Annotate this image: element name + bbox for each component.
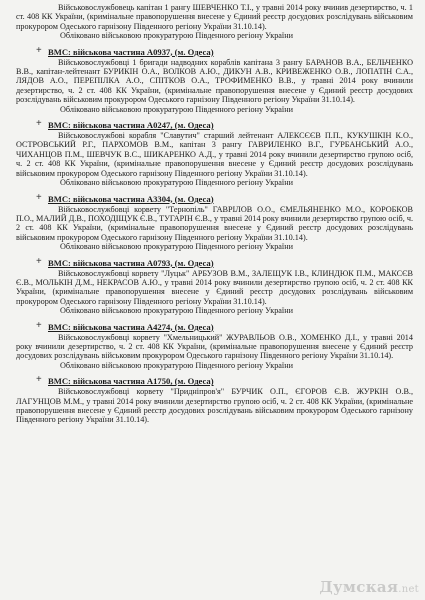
entry-a4274 (16, 319, 413, 371)
plus-marker-icon: + (36, 191, 42, 203)
entry-text: Військовослужбовці 1 бригади надводних кораблів капітана 3 рангу БАРАНОВ В.А., БЕЛЬЧЕНКО В.В., капітан-лейтенант БУРИКІН О.А., ВОЛКОВ А.Ю., ДИКУН А.В., КРИВЕЖЕНКО О.В., ЛОПАТІН С.А., ЛЯДОВ А.О., ПЕРЕПІЛКА А.О., СПІТКОВ О.А., ТРОФИМЕНКО В.В., у травні 2014 року вчинили дезертирство, ч. 2 ст. 408 КК України, (кримінальне правопорушення внесене у Єдиний реєстр досудових розслідувань військовим прокурором Одеського гарнізону Південного регіону України 31.10.14). (16, 57, 413, 105)
entry-conclusion: Обліковано військовою прокуратурою Південного регіону України (60, 360, 293, 370)
entry-a0937 (16, 44, 413, 114)
entry-conclusion: Обліковано військовою прокуратурою Південного регіону України (60, 306, 293, 316)
entry-heading: ВМС: військова частина А0793, (м. Одеса) (48, 257, 214, 268)
plus-marker-icon: + (36, 255, 42, 267)
entry-conclusion: Обліковано військовою прокуратурою Південного регіону України (60, 242, 293, 252)
entry-a0793 (16, 255, 413, 316)
entry-conclusion: Обліковано військовою прокуратурою Південного регіону України (60, 178, 293, 188)
entry-text: Військовослужбовці корвету "Придніпров'я" БУРЧИК О.П., ЄГОРОВ Є.В. ЖУРКІН О.В., ЛАГУНЦОВ М.М., у травні 2014 року вчинили дезертирство групою осіб, ч. 2 ст. 408 КК України, (кримінальне правопорушення внесене у Єдиний реєстр досудових розслідувань військовим прокурором Одеського гарнізону Південного регіону України 31.10.14). (16, 387, 413, 425)
plus-marker-icon: + (36, 44, 42, 56)
entry-heading: ВМС: військова частина А4274, (м. Одеса) (48, 321, 214, 332)
entry-heading: ВМС: військова частина А1750, (м. Одеса) (48, 376, 214, 387)
entry-text: Військовослужбовці корвету "Луцьк" АРБУЗОВ В.М., ЗАЛЕЩУК І.В., КЛИНДЮК П.М., МАКСЄВ Є.В., МОЛЬКІН Д.М., НЕКРАСОВ А.Ю., у травні 2014 року вчинили дезертирство групою осіб, ч. 2 ст. 408 КК України, (кримінальне правопорушення внесене у Єдиний реєстр досудових розслідувань військовим прокурором Одеського гарнізону Південного регіону України 31.10.14). (16, 268, 413, 306)
plus-marker-icon: + (36, 374, 42, 386)
entry-a3304 (16, 191, 413, 252)
plus-marker-icon: + (36, 118, 42, 130)
entry-heading: ВМС: військова частина А0937, (м. Одеса) (48, 46, 214, 57)
plus-marker-icon: + (36, 319, 42, 331)
entry-text: Військовослужбові корабля "Славутич" старший лейтенант АЛЕКСЄЄВ П.П., КУКУШКІН К.О., ОСТРОВСЬКИЙ Р.Г., ПАРХОМОВ В.М., капітан 3 рангу ГАВРИЛЕНКО В.Г., ГУРБАНСЬКИЙ А.О., ЧИХАНЦОВ П.М., ШЕВЧУК В.С., ШИКАРЕНКО А.Д., у травні 2014 року вчинили дезертирство групою осіб, ч. 2 ст. 408 КК України, (кримінальне правопорушення внесене у Єдиний реєстр досудових розслідувань військовим прокурором Одеського гарнізону Південного регіону України 31.10.14). (16, 131, 413, 178)
entry-heading: ВМС: військова частина А3304, (м. Одеса) (48, 193, 214, 204)
entry-text: Військовослужбовці корвету "Тернопіль" ГАВРІЛОВ О.О., ЄМЕЛЬЯНЕНКО М.О., КОРОБКОВ П.О., МАЛИЙ Д.В., ПОХОДІЩУК Є.В., ТУГАРІН Є.В., у травні 2014 року вчинили дезертирство групою осіб, ч. 2 ст. 408 КК України, (кримінальне правопорушення внесене у Єдиний реєстр досудових розслідувань військовим прокурором Одеського гарнізону Південного регіону України 31.10.14). (16, 204, 413, 242)
watermark-brand: Думская (319, 578, 399, 596)
site-watermark (319, 578, 419, 596)
entry-a0247 (16, 120, 413, 187)
intro-text: Військовослужбовець капітан 1 рангу ШЕВЧЕНКО Т.І., у травні 2014 року вчинив дезертирство, ч. 1 ст. 408 КК України, (кримінальне правопорушення внесене у Єдиний реєстр досудових розслідувань військовим прокурором Одеського гарнізону Південного регіону України 31.10.14). (16, 3, 413, 31)
entry-conclusion: Обліковано військовою прокуратурою Південного регіону України (60, 104, 293, 114)
entry-heading: ВМС: військова частина А0247, (м. Одеса) (48, 120, 214, 131)
entry-text: Військовослужбовці корвету "Хмельницький" ЖУРАВЛЬОВ О.В., ХОМЕНКО Д.І., у травні 2014 року вчинили дезертирство, ч. 2 ст. 408 КК України, (кримінальне правопорушення внесене у Єдиний реєстр досудових розслідувань військовим прокурором Одеського гарнізону Південного регіону України 31.10.14). (16, 332, 413, 361)
watermark-tld: .net (398, 584, 419, 595)
intro-block (16, 3, 413, 41)
entry-a1750 (16, 376, 413, 425)
intro-conclusion: Обліковано військовою прокуратурою Південного регіону України (60, 31, 293, 41)
